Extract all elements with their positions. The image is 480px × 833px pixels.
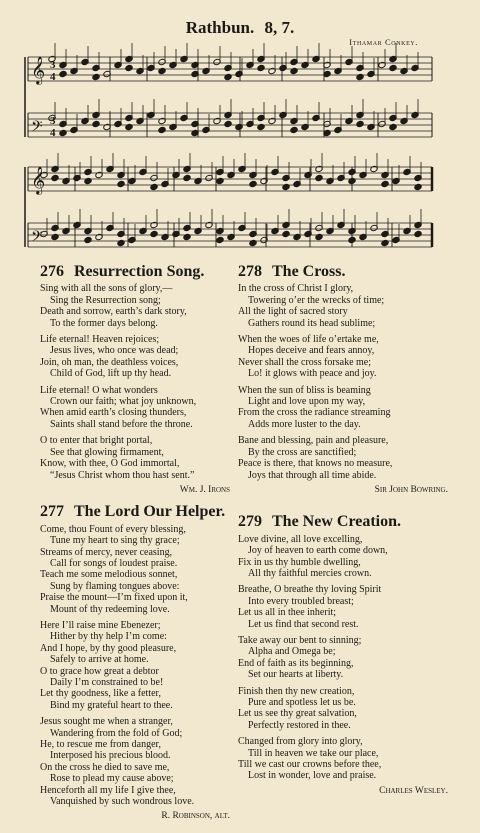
hymn-number: 277: [40, 503, 64, 521]
time-signature: 4: [50, 127, 56, 139]
time-signature: 3: [50, 59, 56, 71]
verse-line: Saints shall stand before the throne.: [50, 418, 193, 430]
note-head: [282, 230, 290, 237]
note-head: [249, 239, 257, 246]
verse-line: Mount of thy redeeming love.: [50, 603, 170, 615]
note-head: [224, 120, 232, 127]
hymn-author: Sir John Bowring.: [374, 484, 448, 495]
hymn-heading: [238, 513, 448, 531]
stanza: [40, 435, 230, 481]
treble-clef: 𝄞: [31, 56, 46, 84]
hymn-heading: [40, 503, 230, 521]
verse-line: Crown our faith; what joy unknown,: [50, 396, 197, 408]
verse-line: Teach me some melodious sonnet,: [40, 569, 178, 581]
verse-line: Gathers round its head sublime;: [248, 317, 376, 329]
verse-line: Never shall the cross forsake me;: [238, 356, 372, 368]
verse-line: Jesus sought me when a stranger,: [40, 716, 173, 728]
note-head: [348, 236, 356, 243]
note-head: [158, 67, 166, 74]
note-head: [381, 239, 389, 246]
time-signature: 3: [50, 115, 56, 127]
note-head: [257, 64, 265, 71]
note-head: [257, 123, 265, 130]
note-head: [348, 177, 356, 184]
stanza: [238, 534, 448, 580]
left-column: [40, 263, 230, 833]
right-column: [238, 263, 448, 807]
verse-line: Join, oh man, the deathless voices,: [40, 356, 179, 368]
note-head: [414, 230, 422, 237]
note-head: [92, 120, 100, 127]
tune-meter: 8, 7.: [264, 18, 295, 37]
verse-line: See that glowing firmament,: [50, 446, 164, 458]
hymn-heading: [40, 263, 230, 280]
verse-line: To the former days belong.: [50, 317, 158, 329]
verse-line: Sing with all the sons of glory,—: [40, 283, 173, 295]
stanza: [238, 635, 448, 681]
hymn-278: [238, 263, 448, 496]
note-head: [150, 230, 158, 237]
hymn-author: R. Robinson, alt.: [161, 811, 230, 822]
note-head: [84, 177, 92, 184]
hymn-276: [40, 263, 230, 496]
verse-line: O to enter that bright portal,: [40, 435, 153, 447]
verse-line: When amid earth’s closing thunders,: [40, 407, 187, 419]
stanza: [238, 584, 448, 630]
verse-line: Towering o’er the wrecks of time;: [248, 294, 385, 306]
stanza: [40, 716, 230, 807]
stanza: [238, 435, 448, 481]
verse-line: Daily I’m constrained to be!: [50, 677, 164, 688]
verse-line: In the cross of Christ I glory,: [238, 283, 354, 295]
hymn-title: The Cross.: [272, 263, 346, 280]
note-head: [51, 174, 59, 181]
stanza: [40, 524, 230, 615]
stanza: [238, 686, 448, 732]
verse-line: Vanquished by such wondrous love.: [50, 796, 195, 808]
verse-line: Joy of heaven to earth come down,: [248, 545, 388, 557]
verse-line: “Jesus Christ whom thou hast sent.”: [50, 469, 195, 481]
verse-line: Wandering from the fold of God;: [50, 727, 183, 739]
verse-line: Hopes deceive and fears annoy,: [248, 345, 375, 357]
verse-line: Hither by thy help I’m come:: [50, 631, 167, 643]
verse-line: He, to rescue me from danger,: [40, 739, 161, 751]
treble-clef: 𝄞: [31, 166, 46, 194]
verse-line: Here I’ll raise mine Ebenezer;: [40, 619, 161, 631]
verse-line: Lo! it glows with peace and joy.: [248, 368, 377, 380]
verse-line: Light and love upon my way,: [248, 396, 366, 408]
stanza: [238, 736, 448, 782]
hymn-277: [40, 503, 230, 823]
note-head: [356, 120, 364, 127]
verse-line: Finish then thy new creation,: [238, 685, 355, 697]
verse-line: When the sun of bliss is beaming: [238, 384, 371, 396]
hymn-title: The New Creation.: [272, 513, 402, 531]
note-head: [389, 64, 397, 71]
verse-line: Peace is there, that knows no measure,: [238, 458, 393, 470]
verse-line: And I hope, by thy good pleasure,: [40, 642, 177, 654]
verse-line: All thy faithful mercies crown.: [248, 567, 372, 579]
verse-line: Praise the mount—I’m fixed upon it,: [40, 592, 188, 604]
note-head: [315, 174, 323, 181]
verse-line: Streams of mercy, never ceasing,: [40, 546, 173, 558]
hymn-heading: [238, 263, 448, 280]
verse-line: Come, thou Fount of every blessing,: [40, 523, 186, 535]
stanza: [238, 283, 448, 329]
verse-line: Interposed his precious blood.: [50, 750, 171, 762]
verse-line: On the cross he died to save me,: [40, 761, 170, 773]
verse-line: Take away our bent to sinning;: [238, 634, 362, 646]
verse-line: Let thy goodness, like a fetter,: [40, 688, 161, 700]
hymn-author: Charles Wesley.: [379, 785, 448, 796]
verse-line: Let us see thy great salvation,: [238, 708, 357, 720]
note-head: [117, 239, 125, 246]
note-head: [59, 129, 67, 136]
verse-line: Life eternal! Heaven rejoices;: [40, 334, 160, 346]
stanza: [238, 334, 448, 380]
note-head: [158, 126, 166, 133]
note-head: [389, 123, 397, 130]
note-head: [92, 73, 100, 80]
bass-clef: 𝄢: [31, 228, 43, 249]
hymn-number: 276: [40, 263, 64, 280]
verse-line: When the woes of life o’ertake me,: [238, 334, 379, 346]
verse-line: Till in heaven we take our place,: [248, 747, 379, 759]
verse-line: Lost in wonder, love and praise.: [248, 770, 377, 782]
note-head: [216, 177, 224, 184]
verse-line: Sing the Resurrection song;: [50, 294, 161, 306]
note-head: [249, 180, 257, 187]
verse-line: Call for songs of loudest praise.: [50, 557, 178, 569]
note-head: [381, 180, 389, 187]
note-head: [125, 123, 133, 130]
bass-clef: 𝄢: [31, 118, 43, 139]
verse-line: Changed from glory into glory,: [238, 736, 363, 748]
verse-line: By the cross are sanctified;: [248, 446, 357, 458]
note-head: [117, 180, 125, 187]
verse-line: Safely to arrive at home.: [50, 654, 149, 666]
note-head: [282, 183, 290, 190]
hymn-author: Wm. J. Irons: [179, 484, 230, 495]
note-head: [356, 73, 364, 80]
verse-line: Pure and spotless let us be.: [248, 697, 356, 708]
verse-line: Alpha and Omega be;: [248, 646, 336, 658]
stanza: [40, 283, 230, 329]
verse-line: Sung by flaming tongues above:: [50, 580, 180, 592]
verse-line: Child of God, lift up thy head.: [50, 368, 172, 380]
note-head: [315, 233, 323, 240]
note-head: [59, 70, 67, 77]
verse-line: Fix in us thy humble dwelling,: [238, 556, 361, 568]
hymn-title: The Lord Our Helper.: [74, 503, 226, 521]
verse-line: Bind my grateful heart to thee.: [50, 699, 173, 711]
music-score: [0, 0, 480, 260]
verse-line: Till we cast our crowns before thee,: [238, 759, 382, 771]
note-head: [290, 126, 298, 133]
stanza: [40, 620, 230, 711]
verse-line: All the light of sacred story: [238, 306, 348, 318]
hymn-279: [238, 513, 448, 797]
hymn-title: Resurrection Song.: [74, 263, 205, 280]
verse-line: From the cross the radiance streaming: [238, 407, 391, 419]
time-signature: 4: [50, 71, 56, 83]
stanza: [40, 334, 230, 380]
note-head: [183, 174, 191, 181]
verse-line: Jesus lives, who once was dead;: [50, 345, 179, 357]
verse-line: Adds more luster to the day.: [248, 418, 361, 430]
verse-line: Life eternal! O what wonders: [40, 384, 158, 396]
stanza: [40, 385, 230, 431]
verse-line: End of faith as its beginning,: [238, 657, 354, 669]
verse-line: Love divine, all love excelling,: [238, 533, 363, 545]
note-head: [290, 67, 298, 74]
verse-line: Tune my heart to sing thy grace;: [50, 535, 180, 547]
stanza: [238, 385, 448, 431]
hymn-number: 278: [238, 263, 262, 280]
verse-line: Into every troubled breast;: [248, 595, 354, 607]
note-head: [51, 233, 59, 240]
note-head: [125, 64, 133, 71]
verse-line: O to grace how great a debtor: [40, 665, 159, 677]
note-head: [224, 73, 232, 80]
tune-composer: Ithamar Conkey.: [349, 37, 418, 47]
verse-line: Bane and blessing, pain and pleasure,: [238, 435, 389, 447]
note-head: [216, 236, 224, 243]
note-head: [150, 183, 158, 190]
verse-line: Know, with thee, O God immortal,: [40, 458, 180, 470]
verse-line: Set our hearts at liberty.: [248, 669, 344, 681]
verse-line: Breathe, O breathe thy loving Spirit: [238, 584, 382, 596]
verse-line: Joys that through all time abide.: [248, 469, 377, 481]
verse-line: Let us find that second rest.: [248, 618, 359, 630]
note-head: [183, 233, 191, 240]
hymn-number: 279: [238, 513, 262, 531]
verse-line: Let us all in thee inherit;: [238, 607, 337, 619]
verse-line: Death and sorrow, earth’s dark story,: [40, 306, 187, 318]
verse-line: Rose to plead my cause above;: [50, 773, 174, 785]
verse-line: Perfectly restored in thee.: [248, 719, 351, 731]
tune-name: Rathbun.: [185, 18, 255, 37]
verse-line: Henceforth all my life I give thee,: [40, 784, 176, 796]
note-head: [414, 183, 422, 190]
note-head: [84, 236, 92, 243]
